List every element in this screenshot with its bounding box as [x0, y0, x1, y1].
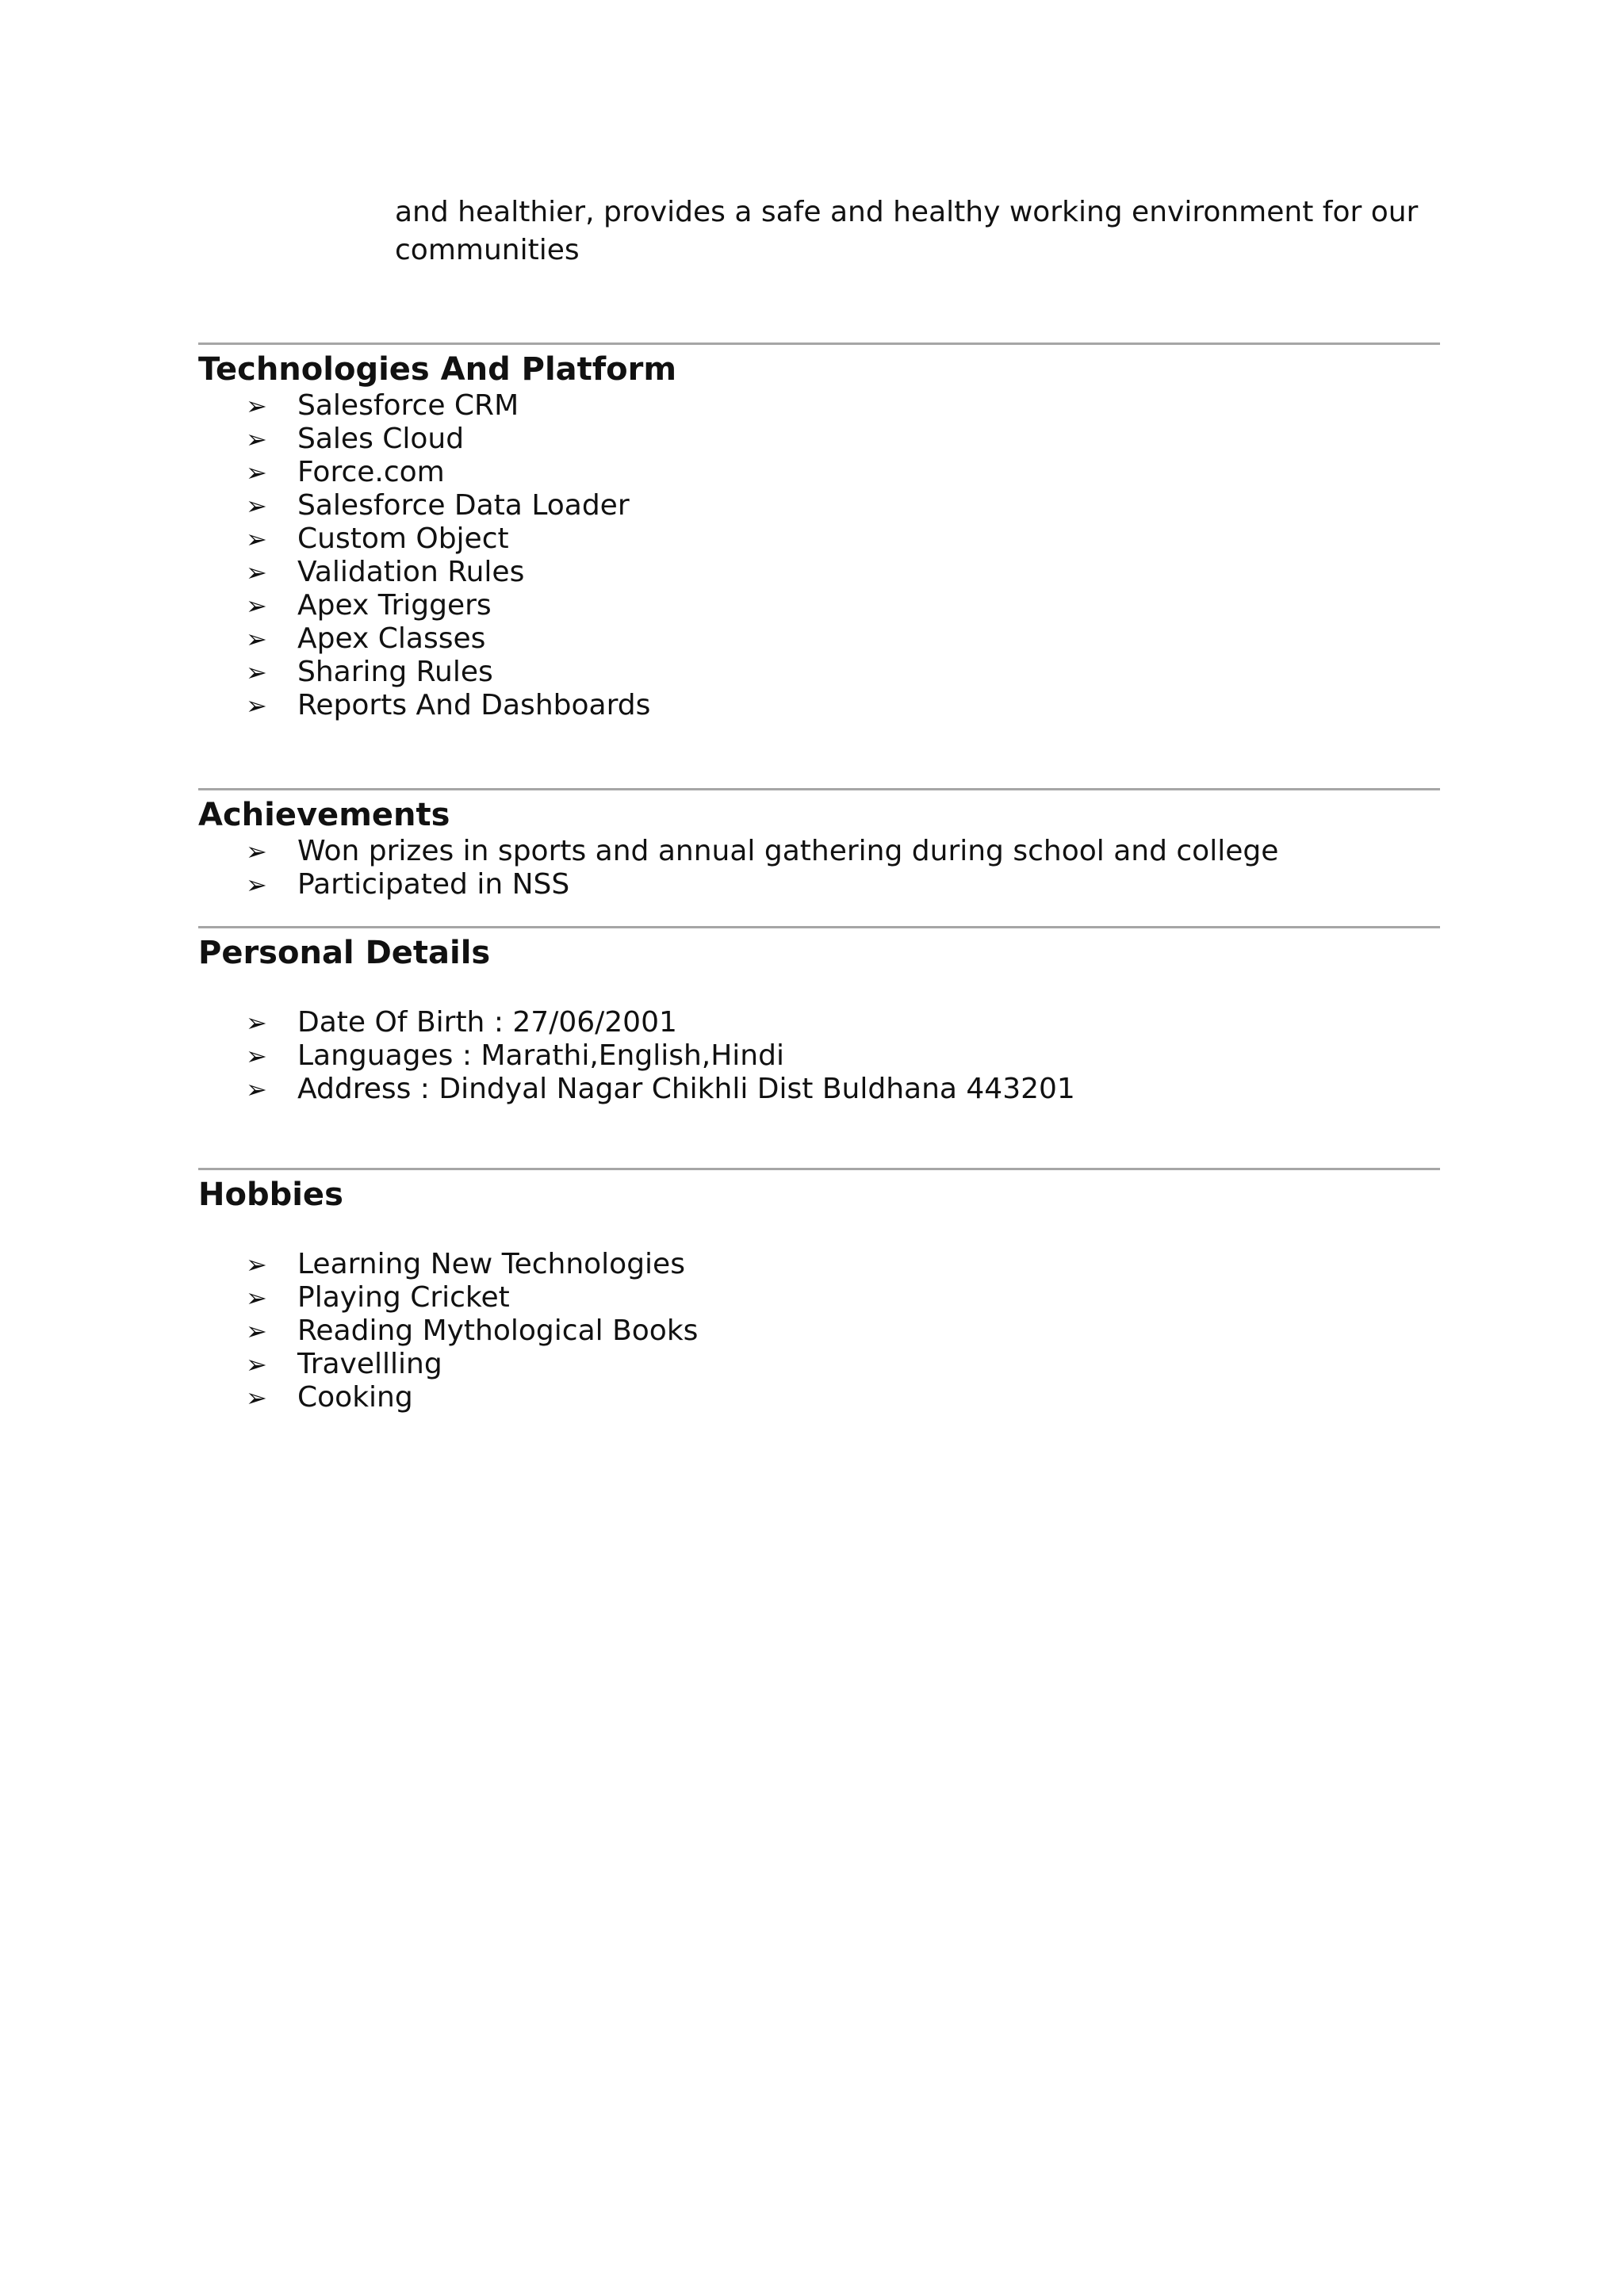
list-item — [198, 1348, 1440, 1381]
list-item — [198, 689, 1440, 722]
arrowhead-bullet-icon: ➢ — [246, 1074, 267, 1104]
arrowhead-bullet-icon: ➢ — [246, 1349, 267, 1380]
list-item — [198, 1381, 1440, 1414]
list-item-text: Apex Triggers — [297, 589, 492, 622]
list-item — [198, 423, 1440, 456]
arrowhead-bullet-icon: ➢ — [246, 1008, 267, 1038]
arrowhead-bullet-icon: ➢ — [246, 391, 267, 421]
list-item-text: Date Of Birth : 27/06/2001 — [297, 1006, 677, 1039]
section-achievements — [198, 788, 1440, 901]
list-item — [198, 1248, 1440, 1281]
list-item-text: Won prizes in sports and annual gathering during school and college — [297, 835, 1279, 867]
section-technologies — [198, 342, 1440, 722]
list-item-text: Force.com — [297, 456, 445, 488]
section-heading: Hobbies — [198, 1177, 343, 1213]
arrowhead-bullet-icon: ➢ — [246, 1249, 267, 1280]
arrowhead-bullet-icon: ➢ — [246, 657, 267, 687]
list-item — [198, 489, 1440, 522]
section-divider — [198, 926, 1440, 928]
list-item-text: Participated in NSS — [297, 868, 570, 901]
list-item-text: Address : Dindyal Nagar Chikhli Dist Buldhana 443201 — [297, 1073, 1075, 1105]
list-item-text: Learning New Technologies — [297, 1248, 685, 1280]
section-divider — [198, 1168, 1440, 1170]
list-item — [198, 1039, 1440, 1073]
arrowhead-bullet-icon: ➢ — [246, 1041, 267, 1071]
list-item — [198, 1281, 1440, 1314]
section-heading: Achievements — [198, 797, 450, 833]
list-item — [198, 1006, 1440, 1039]
list-item-text: Sales Cloud — [297, 423, 465, 455]
list-item-text: Validation Rules — [297, 556, 525, 588]
intro-line: and healthier, provides a safe and healthy working environment for our — [395, 196, 1419, 228]
arrowhead-bullet-icon: ➢ — [246, 1283, 267, 1313]
arrowhead-bullet-icon: ➢ — [246, 424, 267, 454]
list-item — [198, 835, 1440, 868]
list-item-text: Salesforce CRM — [297, 389, 519, 422]
section-divider — [198, 788, 1440, 790]
list-item — [198, 1314, 1440, 1348]
section-heading: Technologies And Platform — [198, 351, 677, 388]
arrowhead-bullet-icon: ➢ — [246, 557, 267, 587]
list-item — [198, 556, 1440, 589]
technologies-list — [198, 389, 1440, 722]
intro-line: communities — [395, 234, 580, 266]
list-item-text: Apex Classes — [297, 622, 486, 655]
list-item — [198, 622, 1440, 656]
list-item-text: Sharing Rules — [297, 656, 493, 688]
section-heading: Personal Details — [198, 935, 491, 971]
list-item — [198, 656, 1440, 689]
list-item-text: Reading Mythological Books — [297, 1314, 699, 1347]
list-item — [198, 1073, 1440, 1106]
list-item-text: Playing Cricket — [297, 1281, 510, 1314]
arrowhead-bullet-icon: ➢ — [246, 870, 267, 900]
list-item-text: Languages : Marathi,English,Hindi — [297, 1039, 784, 1072]
arrowhead-bullet-icon: ➢ — [246, 591, 267, 621]
list-item — [198, 389, 1440, 423]
arrowhead-bullet-icon: ➢ — [246, 1383, 267, 1413]
section-divider — [198, 342, 1440, 345]
intro-paragraph — [395, 193, 1426, 270]
section-hobbies — [198, 1168, 1440, 1414]
arrowhead-bullet-icon: ➢ — [246, 691, 267, 721]
arrowhead-bullet-icon: ➢ — [246, 1316, 267, 1346]
arrowhead-bullet-icon: ➢ — [246, 524, 267, 554]
list-item-text: Cooking — [297, 1381, 413, 1414]
hobbies-list — [198, 1248, 1440, 1414]
section-personal-details — [198, 926, 1440, 1106]
arrowhead-bullet-icon: ➢ — [246, 836, 267, 867]
list-item — [198, 522, 1440, 556]
list-item-text: Travellling — [297, 1348, 442, 1380]
list-item — [198, 868, 1440, 901]
list-item — [198, 456, 1440, 489]
personal-details-list — [198, 1006, 1440, 1106]
list-item-text: Reports And Dashboards — [297, 689, 651, 721]
list-item-text: Custom Object — [297, 522, 509, 555]
list-item — [198, 589, 1440, 622]
arrowhead-bullet-icon: ➢ — [246, 457, 267, 488]
arrowhead-bullet-icon: ➢ — [246, 624, 267, 654]
arrowhead-bullet-icon: ➢ — [246, 491, 267, 521]
achievements-list — [198, 835, 1440, 901]
list-item-text: Salesforce Data Loader — [297, 489, 630, 522]
